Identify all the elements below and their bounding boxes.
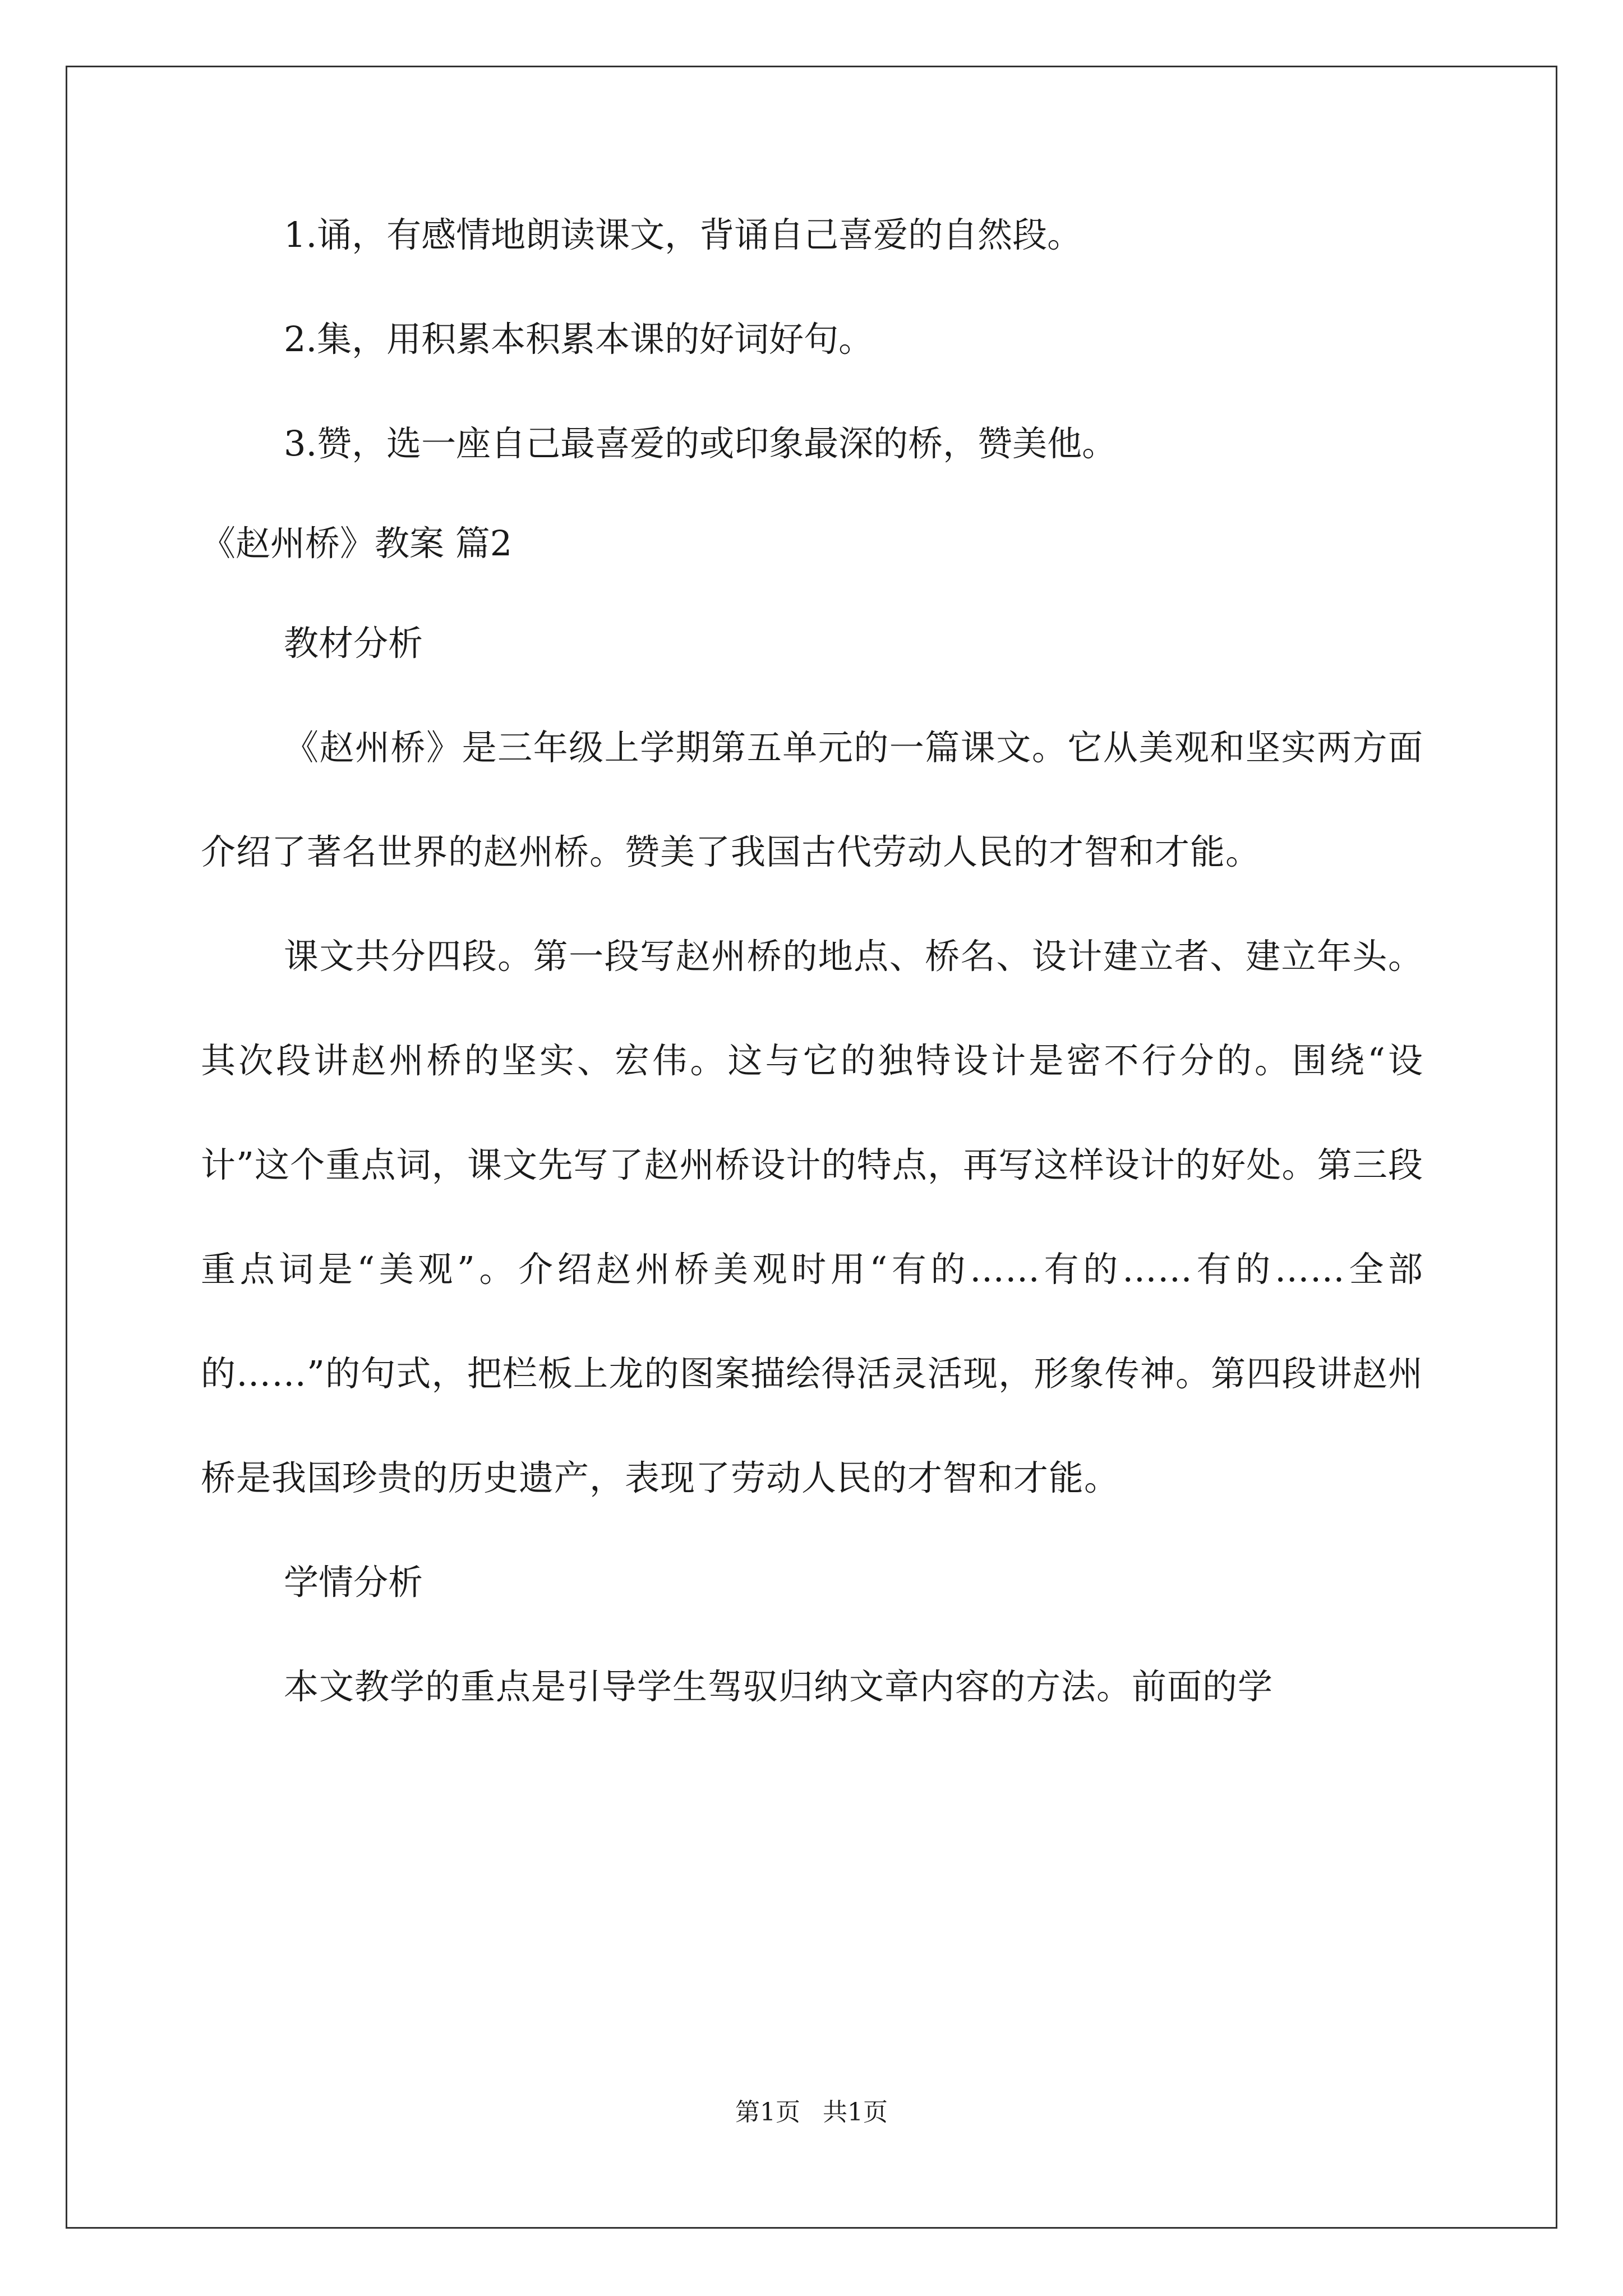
heading-students: 学情分析 — [284, 1562, 423, 1603]
page-number: 第1页 — [735, 2098, 800, 2127]
paragraph-students: 本文教学的重点是引导学生驾驭归纳文章内容的方法。前面的学 — [284, 1666, 1274, 1707]
section-title: 《赵州桥》教案 篇2 — [201, 523, 513, 564]
paragraph-material-1: 《赵州桥》是三年级上学期第五单元的一篇课文。它从美观和坚实两方面介绍了著名世界的赵州桥。赞美了我国古代劳动人民的才智和才能。 — [201, 727, 1423, 872]
list-item-1: 1.诵，有感情地朗读课文，背诵自己喜爱的自然段。 — [284, 214, 1082, 255]
page-total: 共1页 — [823, 2098, 888, 2127]
page-footer — [0, 2097, 1623, 2128]
heading-material: 教材分析 — [284, 623, 423, 664]
list-item-2: 2.集，用积累本积累本课的好词好句。 — [284, 319, 874, 360]
list-item-3: 3.赞，选一座自己最喜爱的或印象最深的桥，赞美他。 — [284, 423, 1117, 464]
paragraph-material-2: 课文共分四段。第一段写赵州桥的地点、桥名、设计建立者、建立年头。其次段讲赵州桥的坚实、宏伟。这与它的独特设计是密不行分的。围绕“设计”这个重点词，课文先写了赵州桥设计的特点，再写这样设计的好处。第三段重点词是“美观”。介绍赵州桥美观时用“有的……有的……有的……全部的……”的句式，把栏板上龙的图案描绘得活灵活现，形象传神。第四段讲赵州桥是我国珍贵的历史遗产，表现了劳动人民的才智和才能。 — [201, 936, 1423, 1498]
document-body — [201, 213, 1423, 1739]
